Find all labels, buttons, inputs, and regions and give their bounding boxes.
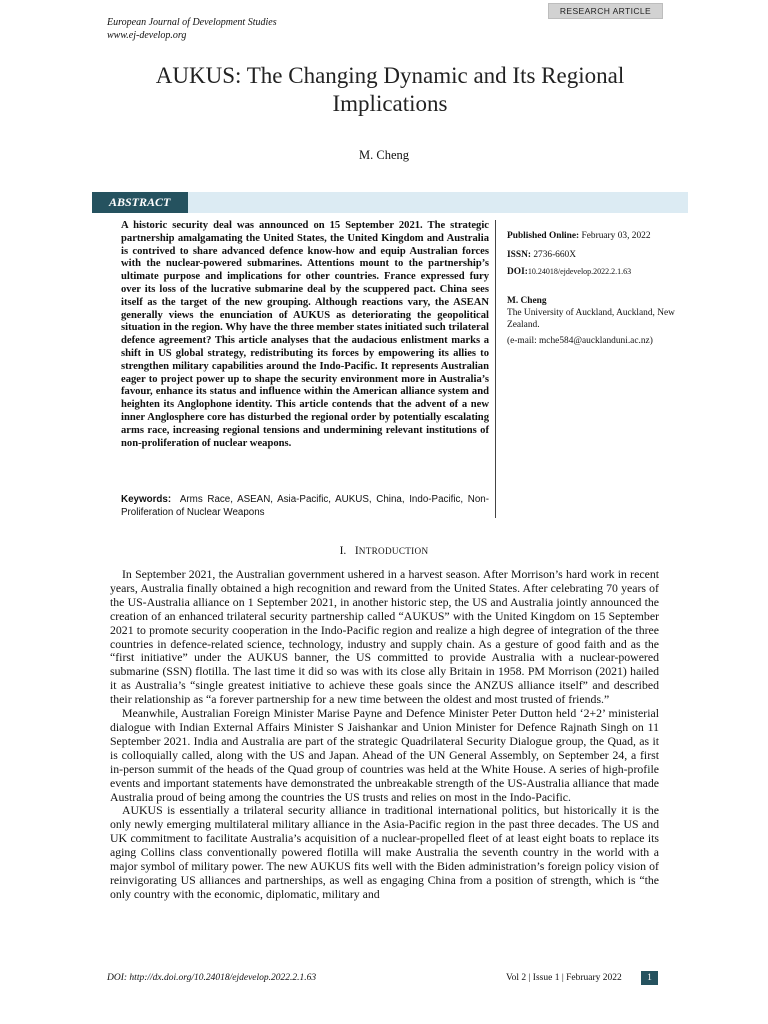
keywords	[121, 493, 489, 519]
footer-doi: DOI: http://dx.doi.org/10.24018/ejdevelop.2022.2.1.63	[107, 973, 317, 983]
published-label: Published Online:	[507, 231, 580, 241]
keywords-list: Arms Race, ASEAN, Asia-Pacific, AUKUS, China, Indo-Pacific, Non-Proliferation of Nuclear Weapons	[121, 494, 489, 518]
journal-name: European Journal of Development Studies	[107, 17, 277, 28]
page-number: 1	[641, 971, 658, 985]
abstract-label: ABSTRACT	[92, 192, 188, 213]
paper-author: M. Cheng	[359, 148, 409, 162]
doi-value: 10.24018/ejdevelop.2022.2.1.63	[527, 267, 632, 276]
published-value: February 03, 2022	[581, 231, 651, 241]
author-email: (e-mail: mche584@aucklanduni.ac.nz)	[507, 336, 653, 346]
journal-url: www.ej-develop.org	[107, 30, 187, 41]
paragraph: Meanwhile, Australian Foreign Minister Marise Payne and Defence Minister Peter Dutton held ‘2+2’ ministerial dialogue with Indian External Affairs Minister S Jaishankar and Union Minister for Defence Rajnath Singh on 11 September 2021. India and Australia are part of the strategic Quadrilateral Security Dialogue group, the Quad, as it is colloquially called, along with the US and Japan. Ahead of the UN General Assembly, on September 24, a first in-person summit of the heads of the Quad group of countries was held at the White House. A series of high-profile events and important statements have demonstrated the unbreakable strength of the US-Australia alliance that made Australia proud of being among the countries the US trusts and relies on most in the Indo-Pacific.	[110, 706, 659, 804]
published-date	[507, 230, 687, 242]
abstract-text: A historic security deal was announced on 15 September 2021. The strategic partnership amalgamating the United States, the United Kingdom and Australia is contrived to share advanced defence know-how and equip Australian forces with the nuclear-powered submarines. Attentions mount to the partnership’s ultimate purpose and implications for other countries. France expressed fury over its loss of the lucrative submarine deal by the scuppered pact. China sees itself as the target of the new grouping. Although reactions vary, the ASEAN generally views the enunciation of AUKUS as deteriorating the geopolitical situation in the region. Why have the three member states initiated such trilateral defence agreement? This article analyses that the audacious enlistment marks a shift in US global strategy, redistributing its forces by empowering its allies to strengthen military capabilities around the Indo-Pacific. It represents Australian eager to project power up to shape the security environment more in Australia’s favour, enhance its status and influence within the American alliance system and heighten its Anglophone identity. This article contends that the advent of a new inner Anglosphere core has disturbed the regional order by potentially escalating arms race, increasing regional tensions and undermining relevant institutions of non-proliferation of nuclear weapons.	[121, 220, 489, 449]
issn-label: ISSN:	[507, 250, 531, 260]
section-heading	[0, 545, 768, 557]
issn-value: 2736-660X	[533, 250, 577, 260]
author-affiliation: The University of Auckland, Auckland, New Zealand.	[507, 308, 675, 330]
author-info-name: M. Cheng	[507, 296, 547, 306]
section-title-initial: I	[354, 545, 359, 557]
doi-meta	[507, 266, 687, 278]
body-text	[110, 568, 659, 902]
article-type-badge: RESEARCH ARTICLE	[548, 3, 663, 19]
paragraph: AUKUS is essentially a trilateral security alliance in traditional international politics, but historically it is the only newly emerging multilateral military alliance in the Asia-Pacific region in the past three decades. The US and UK commitment to facilitate Australia’s acquisition of a nuclear-propelled fleet of at least eight boats to replace its aging Collins class conventionally powered flotilla will make Australia the seventh country in the world with a major symbol of military power. The new AUKUS fits well with the Biden administration’s foreign policy vision of reinvigorating US alliances and partnerships, as well as engaging China from a position of strength, which is “the only country with the economic, diplomatic, military and	[110, 803, 659, 901]
doi-label: DOI:	[507, 267, 528, 277]
section-number: I.	[339, 545, 347, 557]
section-title-rest: NTRODUCTION	[358, 546, 429, 556]
paragraph: In September 2021, the Australian government ushered in a harvest season. After Morrison’s hard work in recent years, Australia finally obtained a high recognition and reward from the United States. After celebrating 70 years of the US-Australia alliance on 1 September 2021, in another historic step, the US and Australia jointly announced the creation of an enhanced trilateral security partnership called “AUKUS” with the United Kingdom on 15 September 2021 to promote security cooperation in the Indo-Pacific region and realize a high degree of integration of the three countries in defence-related science, technology, industry and supply chain. As a gesture of good faith and as the “first initiative” under the AUKUS banner, the US committed to provide Australia with a nuclear-powered submarine (SSN) flotilla. The last time it did so was with its close ally Britain in 1958. PM Morrison (2021) hailed it as Australia’s “single greatest initiative to achieve these goals since the ANZUS alliance itself” and described their relationship as “a forever partnership for a new time between the oldest and most trusted of friends.”	[110, 567, 659, 707]
keywords-label: Keywords:	[121, 494, 172, 505]
column-divider	[495, 220, 496, 518]
issn	[507, 249, 687, 261]
paper-title: AUKUS: The Changing Dynamic and Its Regional Implications	[155, 63, 625, 116]
journal-header	[107, 16, 277, 42]
author-info	[507, 295, 687, 347]
footer-volume: Vol 2 | Issue 1 | February 2022	[506, 973, 622, 983]
